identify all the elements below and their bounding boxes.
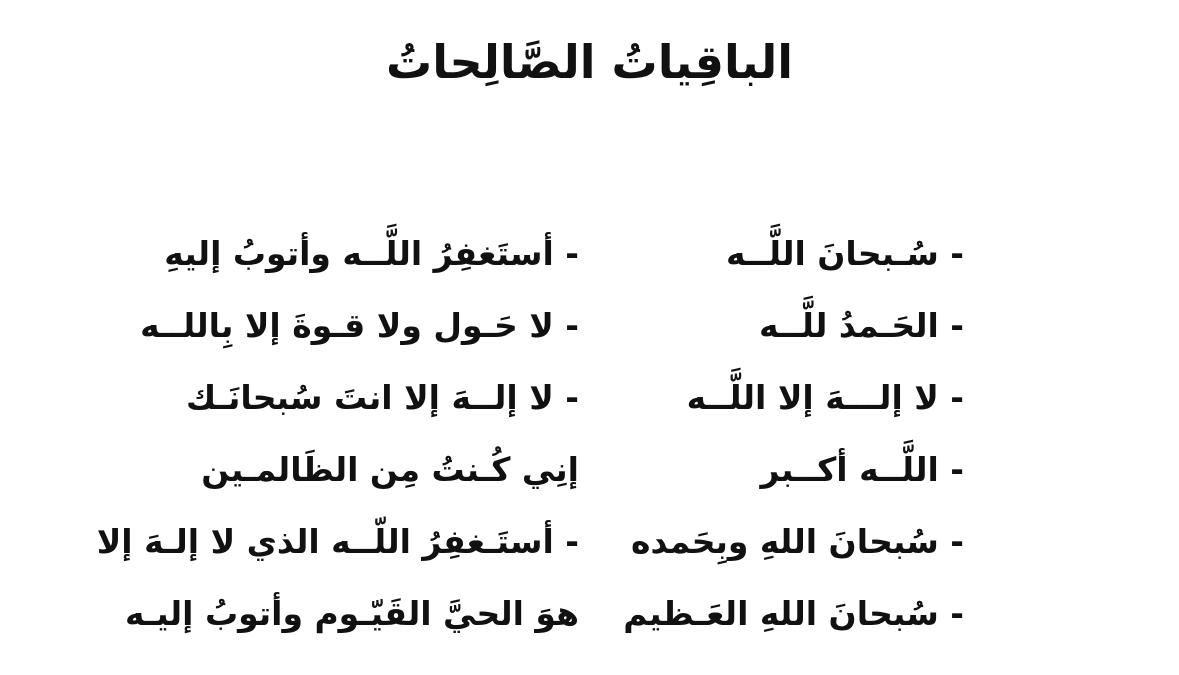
dhikr-line: - لا إلــهَ إلا انتَ سُبحانَـك [185, 378, 579, 417]
dhikr-line: - لا حَـول ولا قـوةَ إلا بِاللــه [140, 306, 579, 345]
dhikr-line: - اللَّــه أكــبر [760, 450, 964, 489]
dhikr-line: - سُبحانَ اللهِ وبِحَمده [631, 522, 964, 561]
dhikr-line: - سُبحانَ اللهِ العَـظيم [623, 594, 964, 633]
left-column [96, 218, 579, 650]
right-column [623, 218, 964, 650]
dhikr-line: إنِي كُـنتُ مِن الظَالمـين [201, 450, 579, 489]
dhikr-line: - أستَـغفِرُ اللّــه الذي لا إلـهَ إلا [96, 522, 579, 561]
dhikr-line: - سُـبحانَ اللَّــه [726, 234, 964, 273]
dhikr-line: - أستَغفِرُ اللَّــه وأتوبُ إليهِ [164, 234, 579, 273]
page-title: الباقِياتُ الصَّالِحاتُ [385, 35, 794, 89]
dhikr-line: - الحَـمدُ للَّــه [758, 306, 964, 345]
dhikr-line: - لا إلـــهَ إلا اللَّــه [686, 378, 964, 417]
dhikr-line: هوَ الحيَّ القَيّـوم وأتوبُ إليـه [124, 594, 579, 633]
